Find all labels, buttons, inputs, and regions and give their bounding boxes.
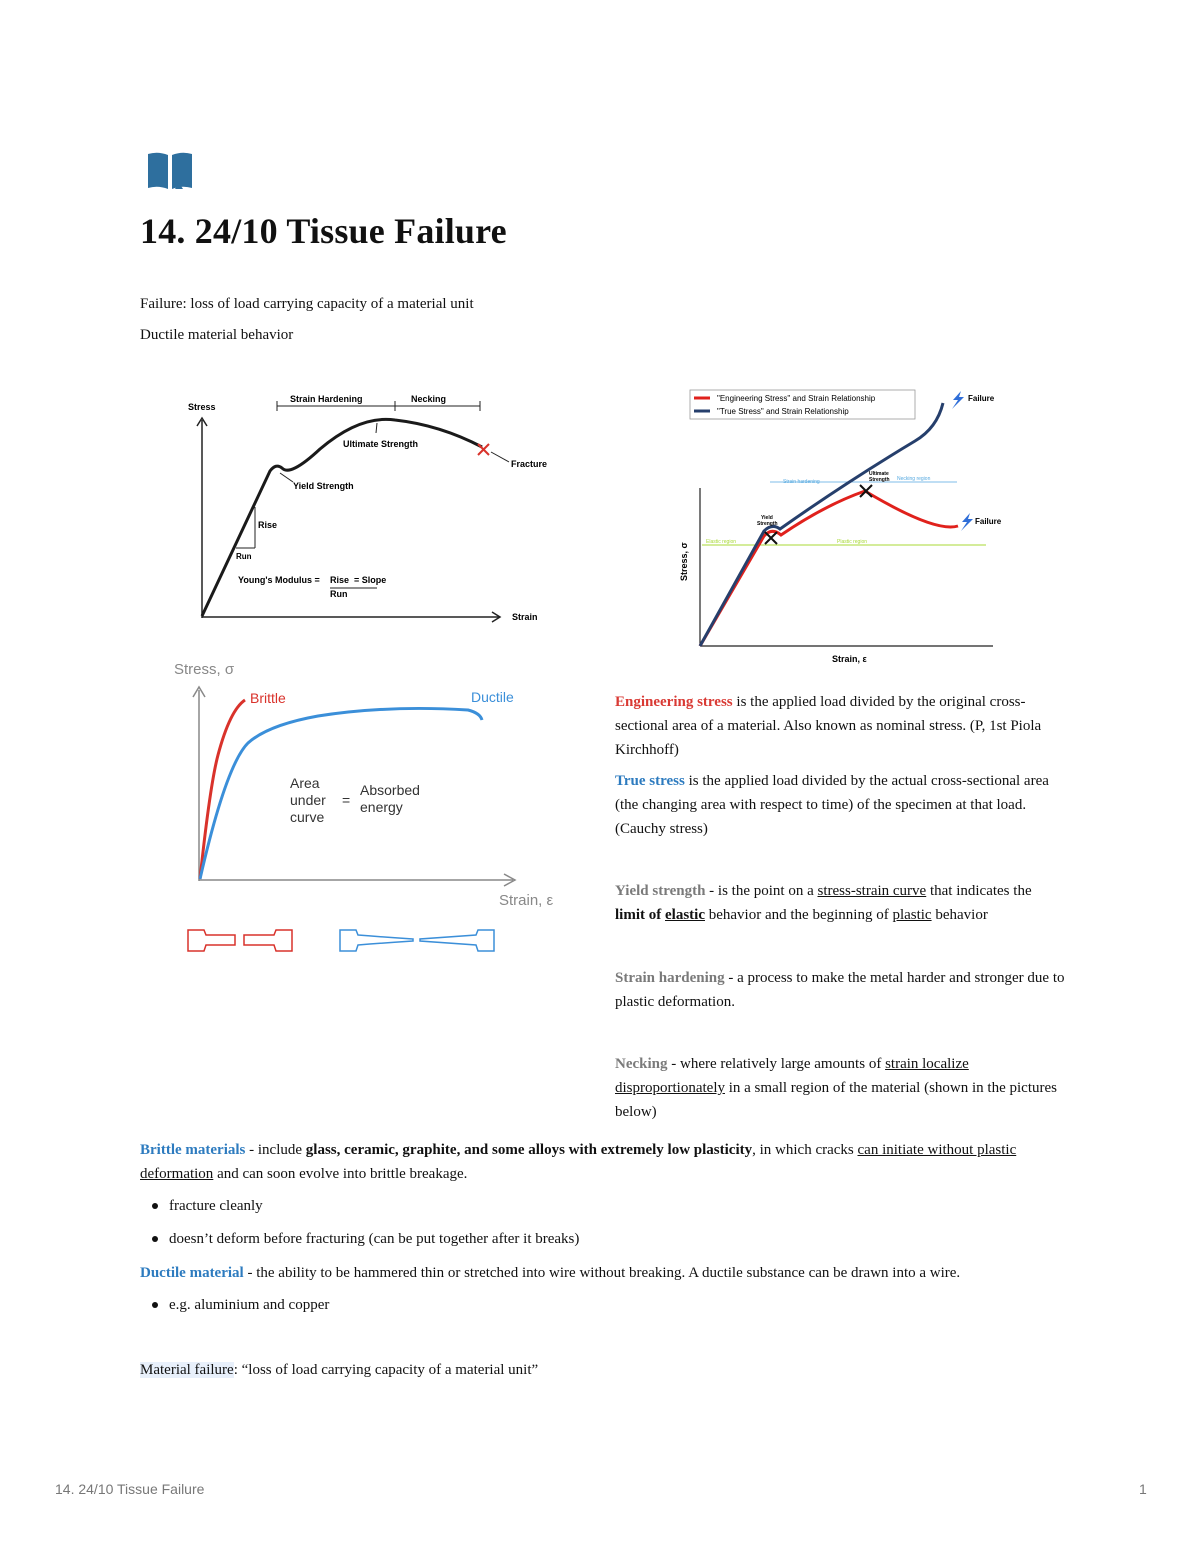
engineering-stress-text: is the applied load divided by the original cross-sectional area of a material. Also known as nominal stress. (P, 1st Piola Kirchhoff) bbox=[615, 694, 1042, 758]
fig3-curve: curve bbox=[290, 809, 325, 825]
necking-definition bbox=[615, 1052, 1065, 1124]
necking-text-1: - where relatively large amounts of bbox=[667, 1056, 886, 1072]
engineering-stress-term: Engineering stress bbox=[615, 694, 733, 710]
fig2-failure-top: Failure bbox=[968, 394, 995, 403]
fig1-modulus-run: Run bbox=[330, 589, 348, 599]
brittle-bullet-list bbox=[140, 1194, 579, 1260]
strain-hardening-text: - a process to make the metal harder and stronger due to plastic deformation. bbox=[615, 970, 1065, 1010]
list-item: fracture cleanly bbox=[140, 1194, 579, 1227]
ductile-text: - the ability to be hammered thin or stretched into wire without breaking. A ductile substance can be drawn into a wire. bbox=[243, 1265, 961, 1281]
fig2-yield-2: Strength bbox=[757, 521, 778, 527]
brittle-underlined: can initiate without plastic deformation bbox=[140, 1142, 1017, 1182]
fig2-legend-true: "True Stress" and Strain Relationship bbox=[717, 407, 849, 416]
brittle-materials-term: Brittle materials bbox=[140, 1142, 246, 1158]
fig1-modulus-lhs: Young's Modulus = bbox=[238, 575, 320, 585]
page-number: 1 bbox=[1139, 1481, 1147, 1497]
necking-underlined: strain localize disproportionately bbox=[615, 1056, 969, 1096]
list-item: e.g. aluminium and copper bbox=[140, 1293, 329, 1326]
true-stress-definition bbox=[615, 769, 1065, 841]
fig3-area: Area bbox=[290, 775, 320, 791]
yield-bold-elastic: elastic bbox=[665, 907, 705, 923]
engineering-vs-true-stress-diagram bbox=[675, 383, 1005, 668]
yield-text-2: that indicates the bbox=[926, 883, 1032, 899]
fig2-ultimate-2: Strength bbox=[869, 477, 890, 483]
brittle-bold-list: glass, ceramic, graphite, and some alloys with extremely low plasticity bbox=[305, 1142, 753, 1158]
material-failure-colon: : bbox=[233, 1362, 238, 1378]
fig3-absorbed: Absorbed bbox=[360, 782, 420, 798]
fig1-ylabel: Stress bbox=[188, 402, 216, 412]
fig2-xlabel: Strain, ε bbox=[832, 654, 867, 664]
fig2-failure-top-icon bbox=[952, 391, 964, 409]
ductile-heading: Ductile material behavior bbox=[140, 327, 294, 343]
fig3-xlabel: Strain, ε bbox=[499, 892, 554, 909]
fig2-necking-region: Necking region bbox=[897, 476, 931, 482]
fig2-ylabel: Stress, σ bbox=[679, 542, 689, 581]
footer-title: 14. 24/10 Tissue Failure bbox=[55, 1481, 205, 1497]
stress-strain-diagram bbox=[180, 385, 560, 630]
fig2-legend-engineering: "Engineering Stress" and Strain Relationship bbox=[717, 394, 876, 403]
page-title: 14. 24/10 Tissue Failure bbox=[140, 211, 507, 251]
yield-strength-term: Yield strength bbox=[615, 883, 706, 899]
yield-text-1: - is the point on a bbox=[705, 883, 818, 899]
true-stress-term: True stress bbox=[615, 773, 685, 789]
ductile-material-paragraph bbox=[140, 1261, 1065, 1285]
material-failure-quote: “loss of load carrying capacity of a material unit” bbox=[237, 1362, 539, 1378]
fig3-energy: energy bbox=[360, 799, 403, 815]
fig1-run: Run bbox=[236, 552, 252, 561]
material-failure-label: Material failure bbox=[140, 1362, 234, 1378]
yield-plastic: plastic bbox=[892, 907, 932, 923]
fig1-xlabel: Strain bbox=[512, 612, 538, 622]
fig2-failure-right: Failure bbox=[975, 517, 1002, 526]
fig1-necking: Necking bbox=[411, 394, 447, 404]
brittle-vs-ductile-diagram bbox=[168, 655, 578, 960]
fig3-equals: = bbox=[342, 792, 351, 808]
fig1-rise: Rise bbox=[258, 520, 278, 530]
yield-text-3: behavior and the beginning of bbox=[704, 907, 893, 923]
ductile-specimen-icon bbox=[340, 930, 494, 951]
fig1-strain-hardening: Strain Hardening bbox=[290, 394, 363, 404]
necking-term: Necking bbox=[615, 1056, 668, 1072]
fig2-ultimate-1: Ultimate bbox=[869, 471, 889, 477]
ductile-material-term: Ductile material bbox=[140, 1265, 244, 1281]
fig3-ylabel: Stress, σ bbox=[174, 661, 235, 678]
fig1-modulus-rise: Rise bbox=[330, 575, 350, 585]
fig2-strain-hardening: Strain hardening bbox=[783, 479, 820, 485]
fig2-elastic-region: Elastic region bbox=[706, 539, 737, 545]
necking-text-2: in a small region of the material (shown in the pictures below) bbox=[615, 1080, 1057, 1120]
failure-definition: Failure: loss of load carrying capacity of a material unit bbox=[140, 296, 474, 312]
fig1-ultimate: Ultimate Strength bbox=[343, 439, 419, 449]
yield-link-stress-strain-curve: stress-strain curve bbox=[817, 883, 927, 899]
brittle-text-1: - include bbox=[245, 1142, 306, 1158]
ductile-bullet-list bbox=[140, 1293, 329, 1326]
engineering-stress-definition bbox=[615, 690, 1065, 762]
list-item: doesn’t deform before fracturing (can be put together after it breaks) bbox=[140, 1227, 579, 1260]
book-icon bbox=[146, 151, 194, 191]
brittle-materials-paragraph bbox=[140, 1138, 1065, 1186]
yield-strength-definition bbox=[615, 879, 1065, 927]
brittle-text-3: and can soon evolve into brittle breakage. bbox=[213, 1166, 468, 1182]
fig1-yield: Yield Strength bbox=[293, 481, 354, 491]
yield-bold-limit: limit of bbox=[615, 907, 665, 923]
brittle-specimen-icon bbox=[188, 930, 292, 951]
true-stress-text: is the applied load divided by the actual cross-sectional area (the changing area with respect to time) of the specimen at that load. (Cauchy stress) bbox=[615, 773, 1049, 837]
strain-hardening-definition bbox=[615, 966, 1065, 1014]
material-failure-line bbox=[140, 1358, 538, 1382]
fig1-modulus-slope: = Slope bbox=[354, 575, 387, 585]
fig3-ductile-label: Ductile bbox=[471, 689, 514, 705]
fig3-under: under bbox=[290, 792, 326, 808]
yield-text-4: behavior bbox=[931, 907, 988, 923]
fig2-yield-1: Yield bbox=[761, 515, 773, 521]
strain-hardening-term: Strain hardening bbox=[615, 970, 725, 986]
fig2-failure-right-icon bbox=[961, 513, 973, 531]
brittle-text-2: , in which cracks bbox=[752, 1142, 858, 1158]
fig1-fracture: Fracture bbox=[511, 459, 548, 469]
fig2-plastic-region: Plastic region bbox=[837, 539, 868, 545]
fig3-brittle-label: Brittle bbox=[250, 690, 286, 706]
